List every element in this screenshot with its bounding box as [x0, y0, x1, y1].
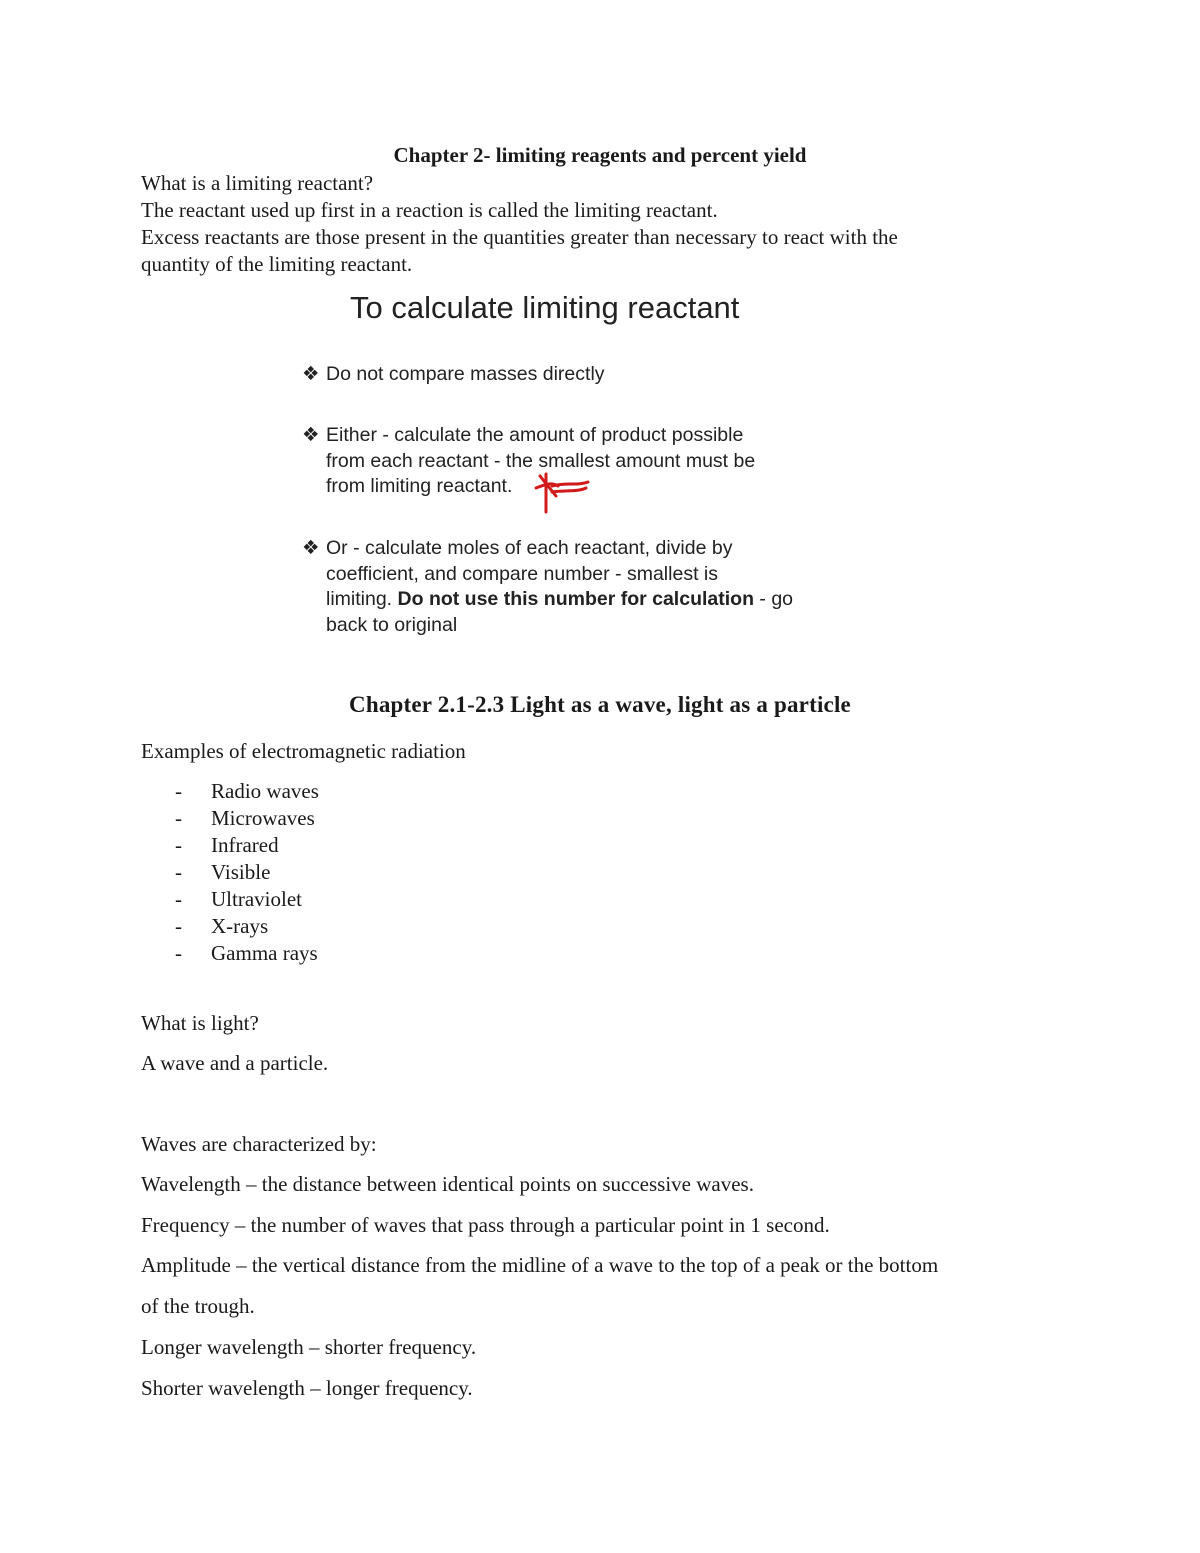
- shorter-wavelength-note: Shorter wavelength – longer frequency.: [141, 1376, 473, 1400]
- wavelength-definition: Wavelength – the distance between identical points on successive waves.: [141, 1172, 754, 1196]
- dash-bullet-icon: -: [175, 887, 182, 911]
- slide-bullet-3-line-2: coefficient, and compare number - smallest is: [326, 562, 718, 585]
- list-item-text: Gamma rays: [211, 941, 318, 965]
- slide-bullet-3: [302, 536, 858, 642]
- list-item-text: Radio waves: [211, 779, 319, 803]
- longer-wavelength-note: Longer wavelength – shorter frequency.: [141, 1335, 477, 1359]
- dash-bullet-icon: -: [175, 914, 182, 938]
- section2-heading: Chapter 2.1-2.3 Light as a wave, light as a particle: [349, 692, 851, 717]
- diamond-bullet-icon: ❖: [302, 363, 320, 385]
- amplitude-definition-line-1: Amplitude – the vertical distance from the midline of a wave to the top of a peak or the bottom: [141, 1253, 939, 1277]
- question-what-is-light: What is light?: [141, 1011, 259, 1035]
- dash-bullet-icon: -: [175, 941, 182, 965]
- slide-bullet-2-line-3: from limiting reactant.: [326, 475, 513, 497]
- list-item-text: X-rays: [211, 914, 269, 938]
- slide-bullet-1: [302, 362, 822, 388]
- waves-intro: Waves are characterized by:: [141, 1132, 377, 1156]
- section1-heading: Chapter 2- limiting reagents and percent yield: [393, 143, 807, 167]
- slide-bullet-3-line-3-bold: Do not use this number for calculation: [397, 588, 754, 610]
- frequency-definition: Frequency – the number of waves that pass through a particular point in 1 second.: [141, 1213, 830, 1237]
- slide-bullet-3-line-3: [326, 587, 793, 613]
- slide-bullet-1-text: Do not compare masses directly: [326, 363, 605, 385]
- dash-bullet-icon: -: [175, 806, 182, 830]
- slide-bullet-2-line-2: from each reactant - the smallest amount must be: [326, 449, 756, 472]
- list-item-text: Infrared: [211, 833, 279, 857]
- section1-line-1: What is a limiting reactant?: [141, 171, 374, 195]
- list-item-text: Microwaves: [211, 806, 315, 830]
- red-check-mark-icon: [532, 468, 592, 514]
- dash-bullet-icon: -: [175, 779, 182, 803]
- amplitude-definition-line-2: of the trough.: [141, 1294, 255, 1318]
- section1-line-2: The reactant used up first in a reaction is called the limiting reactant.: [141, 198, 718, 222]
- list-item-text: Visible: [211, 860, 271, 884]
- slide-title: To calculate limiting reactant: [350, 290, 740, 325]
- slide-bullet-3-line-3-tail: - go: [753, 588, 794, 610]
- answer-wave-and-particle: A wave and a particle.: [141, 1051, 329, 1075]
- section1-line-3: Excess reactants are those present in the quantities greater than necessary to react with the: [141, 225, 898, 249]
- dash-bullet-icon: -: [175, 860, 182, 884]
- slide-bullet-3-line-3-plain: limiting.: [326, 588, 398, 610]
- section1-line-4: quantity of the limiting reactant.: [141, 252, 413, 276]
- em-radiation-intro: Examples of electromagnetic radiation: [141, 739, 466, 763]
- slide-bullet-3-line-1: Or - calculate moles of each reactant, divide by: [326, 537, 733, 559]
- list-item-text: Ultraviolet: [211, 887, 302, 911]
- slide-image: [300, 288, 860, 658]
- diamond-bullet-icon: ❖: [302, 537, 320, 559]
- slide-bullet-3-line-4: back to original: [326, 613, 458, 636]
- dash-bullet-icon: -: [175, 833, 182, 857]
- slide-bullet-2-line-1: Either - calculate the amount of product possible: [326, 424, 744, 446]
- diamond-bullet-icon: ❖: [302, 424, 320, 446]
